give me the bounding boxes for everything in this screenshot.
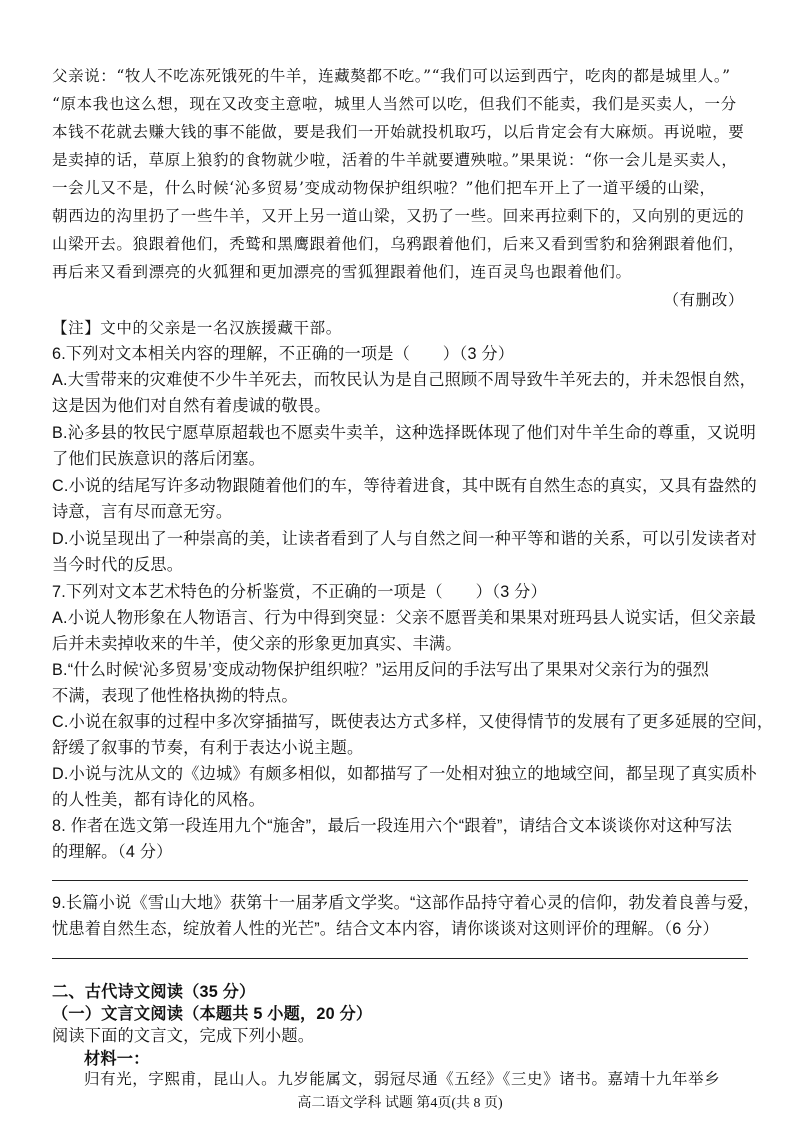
passage-line: 一会儿又不是，什么时候‘沁多贸易’变成动物保护组织啦？”他们把车开上了一道平缓的山梁， — [52, 179, 716, 197]
footnote: 【注】文中的父亲是一名汉族援藏干部。 — [52, 319, 342, 337]
q6-option-b: B.沁多县的牧民宁愿草原超载也不愿卖牛卖羊，这种选择既体现了他们对牛羊生命的尊重，又说明 — [52, 424, 756, 442]
question-8-cont: 的理解。（4 分） — [52, 843, 173, 861]
subsection-heading: （一）文言文阅读（本题共 5 小题，20 分） — [52, 1005, 373, 1023]
source-note: （有删改） — [663, 291, 744, 309]
material-text: 归有光，字熙甫，昆山人。九岁能属文，弱冠尽通《五经》《三史》诸书。嘉靖十九年举乡 — [84, 1070, 721, 1088]
question-9: 9.长篇小说《雪山大地》获第十一届茅盾文学奖。“这部作品持守着心灵的信仰，勃发着良善与爱， — [52, 894, 760, 912]
question-6-stem: 6.下列对文本相关内容的理解，不正确的一项是（ ）（3 分） — [52, 345, 515, 363]
q7-option-c-cont: 舒缓了叙事的节奏，有利于表达小说主题。 — [52, 739, 364, 757]
q7-option-a: A.小说人物形象在人物语言、行为中得到突显：父亲不愿晋美和果果对班玛县人说实话，但父亲最 — [52, 609, 756, 627]
q7-option-d-cont: 的人性美，都有诗化的风格。 — [52, 791, 266, 809]
passage-line: 是卖掉的话，草原上狼豹的食物就少啦，活着的牛羊就要遭殃啦。”果果说：“你一会儿是买卖人， — [52, 151, 738, 169]
instruction-text: 阅读下面的文言文，完成下列小题。 — [52, 1027, 315, 1045]
question-8: 8. 作者在选文第一段连用九个“施舍”，最后一段连用六个“跟着”，请结合文本谈谈你对这种写法 — [52, 817, 733, 835]
passage-line: 朝西边的沟里扔了一些牛羊，又开上另一道山梁，又扔了一些。回来再拉剩下的，又向别的更远的 — [52, 207, 745, 225]
q6-option-a-cont: 这是因为他们对自然有着虔诚的敬畏。 — [52, 397, 331, 415]
question-7-stem: 7.下列对文本艺术特色的分析鉴赏，不正确的一项是（ ）（3 分） — [52, 583, 547, 601]
q7-option-b: B.“什么时候‘沁多贸易’变成动物保护组织啦？”运用反问的手法写出了果果对父亲行为的强烈 — [52, 661, 710, 679]
passage-line: 山梁开去。狼跟着他们，秃鹫和黑鹰跟着他们，乌鸦跟着他们，后来又看到雪豹和猞猁跟着他们， — [52, 235, 745, 253]
q6-option-d-cont: 当今时代的反思。 — [52, 556, 184, 574]
passage-line: 本钱不花就去赚大钱的事不能做，要是我们一开始就投机取巧，以后肯定会有大麻烦。再说啦，要 — [52, 123, 745, 141]
q6-option-b-cont: 了他们民族意识的落后闭塞。 — [52, 450, 266, 468]
q6-option-c-cont: 诗意，言有尽而意无穷。 — [52, 503, 233, 521]
q7-option-c: C.小说在叙事的过程中多次穿插描写，既使表达方式多样，又使得情节的发展有了更多延展的空间， — [52, 713, 774, 731]
q6-option-c: C.小说的结尾写许多动物跟随着他们的车，等待着进食，其中既有自然生态的真实，又具有盎然的 — [52, 477, 757, 495]
material-label: 材料一： — [84, 1050, 150, 1068]
answer-line — [52, 958, 748, 959]
q6-option-a: A.大雪带来的灾难使不少牛羊死去，而牧民认为是自己照顾不周导致牛羊死去的，并未怨恨自然， — [52, 371, 756, 389]
question-9-cont: 忧患着自然生态，绽放着人性的光芒”。结合文本内容，请你谈谈对这则评价的理解。（6 分） — [52, 920, 719, 938]
page-footer: 高二语文学科 试题 第4页(共 8 页) — [297, 1096, 503, 1111]
q6-option-d: D.小说呈现出了一种崇高的美，让读者看到了人与自然之间一种平等和谐的关系，可以引发读者对 — [52, 530, 757, 548]
passage-line: 父亲说：“牧人不吃冻死饿死的牛羊，连藏獒都不吃。”“我们可以运到西宁，吃肉的都是城里人。” — [52, 67, 731, 85]
section-heading: 二、古代诗文阅读（35 分） — [52, 983, 256, 1001]
q7-option-d: D.小说与沈从文的《边城》有颇多相似，如都描写了一处相对独立的地域空间，都呈现了真实质朴 — [52, 765, 757, 783]
q7-option-b-cont: 不满，表现了他性格执拗的特点。 — [52, 687, 298, 705]
answer-line — [52, 880, 748, 881]
q7-option-a-cont: 后并未卖掉收来的牛羊，使父亲的形象更加真实、丰满。 — [52, 635, 462, 653]
passage-line: “原本我也这么想，现在又改变主意啦，城里人当然可以吃，但我们不能卖，我们是买卖人，一分 — [52, 95, 737, 113]
passage-line: 再后来又看到漂亮的火狐狸和更加漂亮的雪狐狸跟着他们，连百灵鸟也跟着他们。 — [52, 263, 632, 281]
